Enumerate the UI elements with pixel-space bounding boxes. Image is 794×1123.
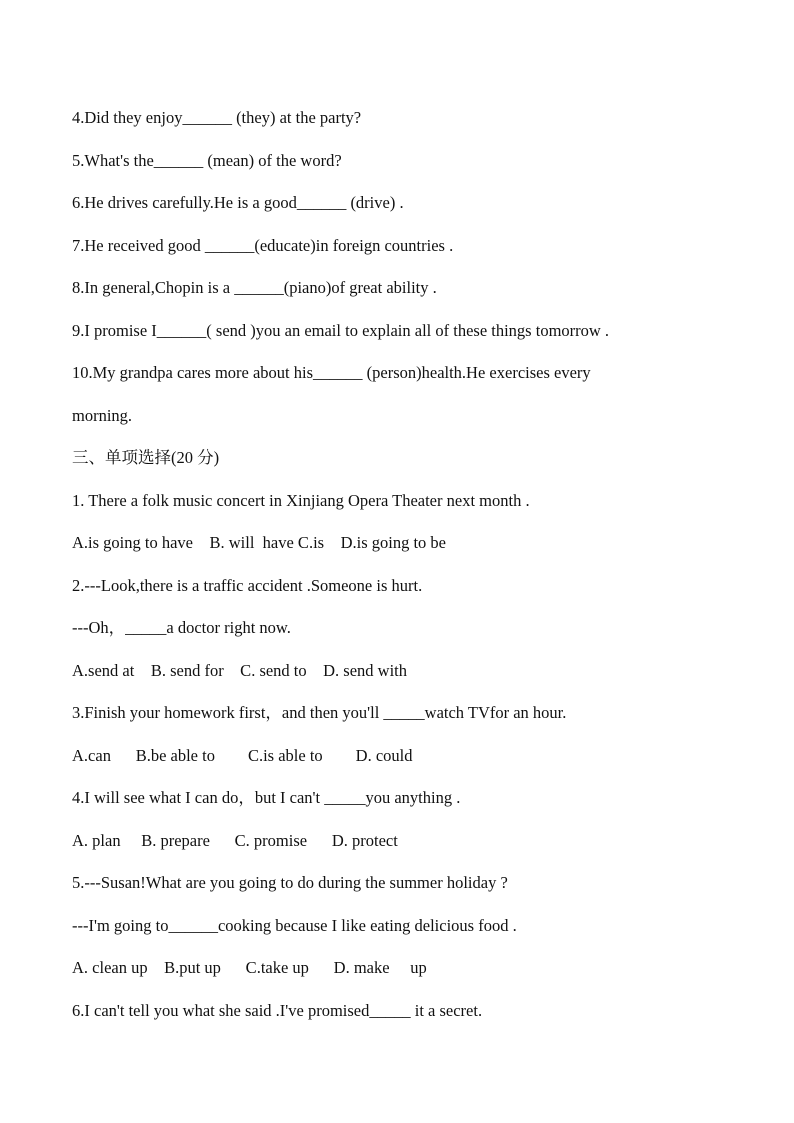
- mc-question-4-options: A. plan B. prepare C. promise D. protect: [72, 830, 398, 850]
- fill-in-question-5: 5.What's the______ (mean) of the word?: [72, 150, 342, 170]
- mc-question-2-reply: ---Oh，_____a doctor right now.: [72, 618, 291, 637]
- mc-question-3-options: A.can B.be able to C.is able to D. could: [72, 745, 413, 765]
- mc-question-3: 3.Finish your homework first，and then you'll _____watch TVfor an hour.: [72, 703, 567, 722]
- section-heading: 三、单项选择(20 分): [72, 448, 220, 467]
- mc-question-5: 5.---Susan!What are you going to do during the summer holiday ?: [72, 873, 508, 892]
- fill-in-question-7: 7.He received good ______(educate)in foreign countries .: [72, 235, 454, 255]
- mc-question-5-options: A. clean up B.put up C.take up D. make up: [72, 958, 427, 977]
- fill-in-question-10-continued: morning.: [72, 405, 133, 425]
- fill-in-question-6: 6.He drives carefully.He is a good______ (drive) .: [72, 193, 404, 212]
- mc-question-5-reply: ---I'm going to______cooking because I like eating delicious food .: [72, 915, 517, 935]
- mc-question-2: 2.---Look,there is a traffic accident .Someone is hurt.: [72, 575, 423, 595]
- mc-question-6: 6.I can't tell you what she said .I've promised_____ it a secret.: [72, 1000, 483, 1020]
- fill-in-question-8: 8.In general,Chopin is a ______(piano)of great ability .: [72, 278, 437, 297]
- fill-in-question-10: 10.My grandpa cares more about his______ (person)health.He exercises every: [72, 363, 591, 382]
- fill-in-question-9: 9.I promise I______( send )you an email to explain all of these things tomorrow .: [72, 320, 610, 340]
- mc-question-1: 1. There a folk music concert in Xinjiang Opera Theater next month .: [72, 490, 530, 510]
- mc-question-4: 4.I will see what I can do，but I can't _____you anything .: [72, 788, 461, 807]
- mc-question-1-options: A.is going to have B. will have C.is D.is going to be: [72, 533, 446, 552]
- mc-question-2-options: A.send at B. send for C. send to D. send with: [72, 660, 408, 680]
- worksheet-page: [72, 104, 732, 1039]
- fill-in-question-4: 4.Did they enjoy______ (they) at the party?: [72, 108, 362, 127]
